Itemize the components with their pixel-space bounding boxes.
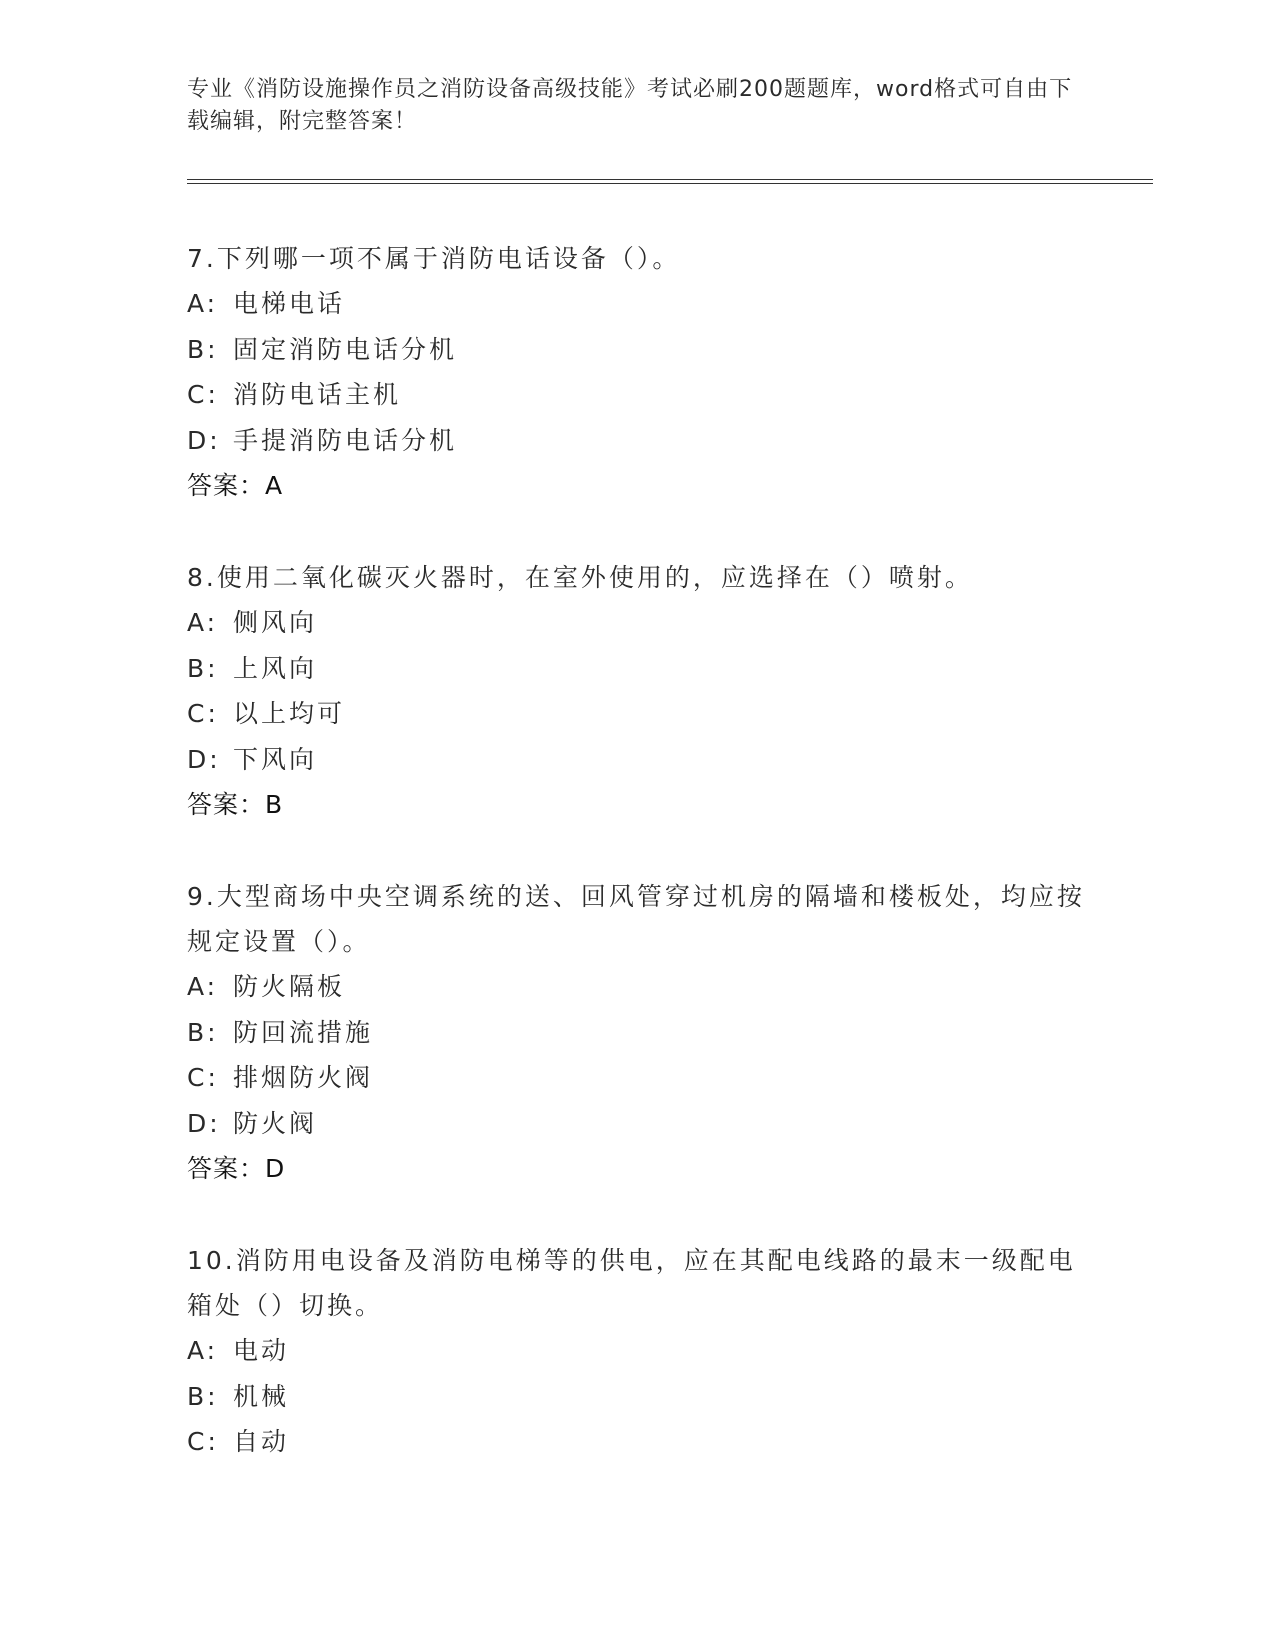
option-b — [187, 1010, 1087, 1056]
option-c — [187, 1419, 1087, 1465]
option-key: D: — [187, 425, 221, 455]
option-text: 消防电话主机 — [233, 380, 402, 409]
option-a — [187, 600, 1087, 646]
answer-line: 答案：B — [187, 790, 284, 819]
option-key: D: — [187, 744, 221, 774]
header-divider-top — [187, 179, 1153, 180]
option-key: D: — [187, 1108, 221, 1138]
option-text: 电梯电话 — [233, 289, 346, 318]
question-9 — [187, 874, 1087, 1191]
answer-line: 答案：A — [187, 471, 284, 500]
option-text: 防火阀 — [233, 1108, 318, 1138]
option-key: C: — [187, 380, 219, 409]
option-a — [187, 964, 1087, 1010]
option-d — [187, 1101, 1087, 1147]
answer-line: 答案：D — [187, 1154, 286, 1183]
option-key: C: — [187, 699, 219, 728]
question-stem: 9.大型商场中央空调系统的送、回风管穿过机房的隔墙和楼板处，均应按规定设置（）。 — [187, 882, 1085, 956]
option-text: 防回流措施 — [233, 1017, 374, 1047]
option-text: 机械 — [233, 1381, 290, 1411]
option-key: B: — [187, 334, 219, 364]
option-text: 下风向 — [233, 744, 318, 774]
question-stem: 8.使用二氧化碳灭火器时，在室外使用的，应选择在（）喷射。 — [187, 563, 973, 592]
option-key: B: — [187, 1381, 219, 1411]
option-key: A: — [187, 289, 219, 318]
option-text: 防火隔板 — [233, 972, 346, 1001]
option-text: 排烟防火阀 — [233, 1063, 374, 1092]
question-7 — [187, 236, 1087, 508]
option-key: A: — [187, 1336, 219, 1365]
option-key: C: — [187, 1427, 219, 1456]
option-key: A: — [187, 608, 219, 637]
option-key: A: — [187, 972, 219, 1001]
question-10 — [187, 1238, 1087, 1465]
document-intro: 专业《消防设施操作员之消防设备高级技能》考试必刷200题题库，word格式可自由下载编辑，附完整答案！ — [187, 77, 1073, 134]
question-stem: 10.消防用电设备及消防电梯等的供电，应在其配电线路的最末一级配电箱处（）切换。 — [187, 1246, 1076, 1320]
option-b — [187, 327, 1087, 373]
option-b — [187, 1374, 1087, 1420]
question-8 — [187, 555, 1087, 827]
option-key: C: — [187, 1063, 219, 1092]
option-a — [187, 1328, 1087, 1374]
option-text: 电动 — [233, 1336, 290, 1365]
option-text: 手提消防电话分机 — [233, 425, 458, 455]
option-d — [187, 737, 1087, 783]
option-text: 上风向 — [233, 653, 318, 683]
option-c — [187, 1055, 1087, 1101]
option-text: 自动 — [233, 1427, 290, 1456]
option-text: 侧风向 — [233, 608, 318, 637]
option-key: B: — [187, 1017, 219, 1047]
option-a — [187, 281, 1087, 327]
option-b — [187, 646, 1087, 692]
option-c — [187, 372, 1087, 418]
question-stem: 7.下列哪一项不属于消防电话设备（）。 — [187, 244, 681, 273]
option-text: 以上均可 — [233, 699, 346, 728]
header-divider-bottom — [187, 183, 1153, 184]
option-text: 固定消防电话分机 — [233, 334, 458, 364]
option-key: B: — [187, 653, 219, 683]
option-d — [187, 418, 1087, 464]
option-c — [187, 691, 1087, 737]
